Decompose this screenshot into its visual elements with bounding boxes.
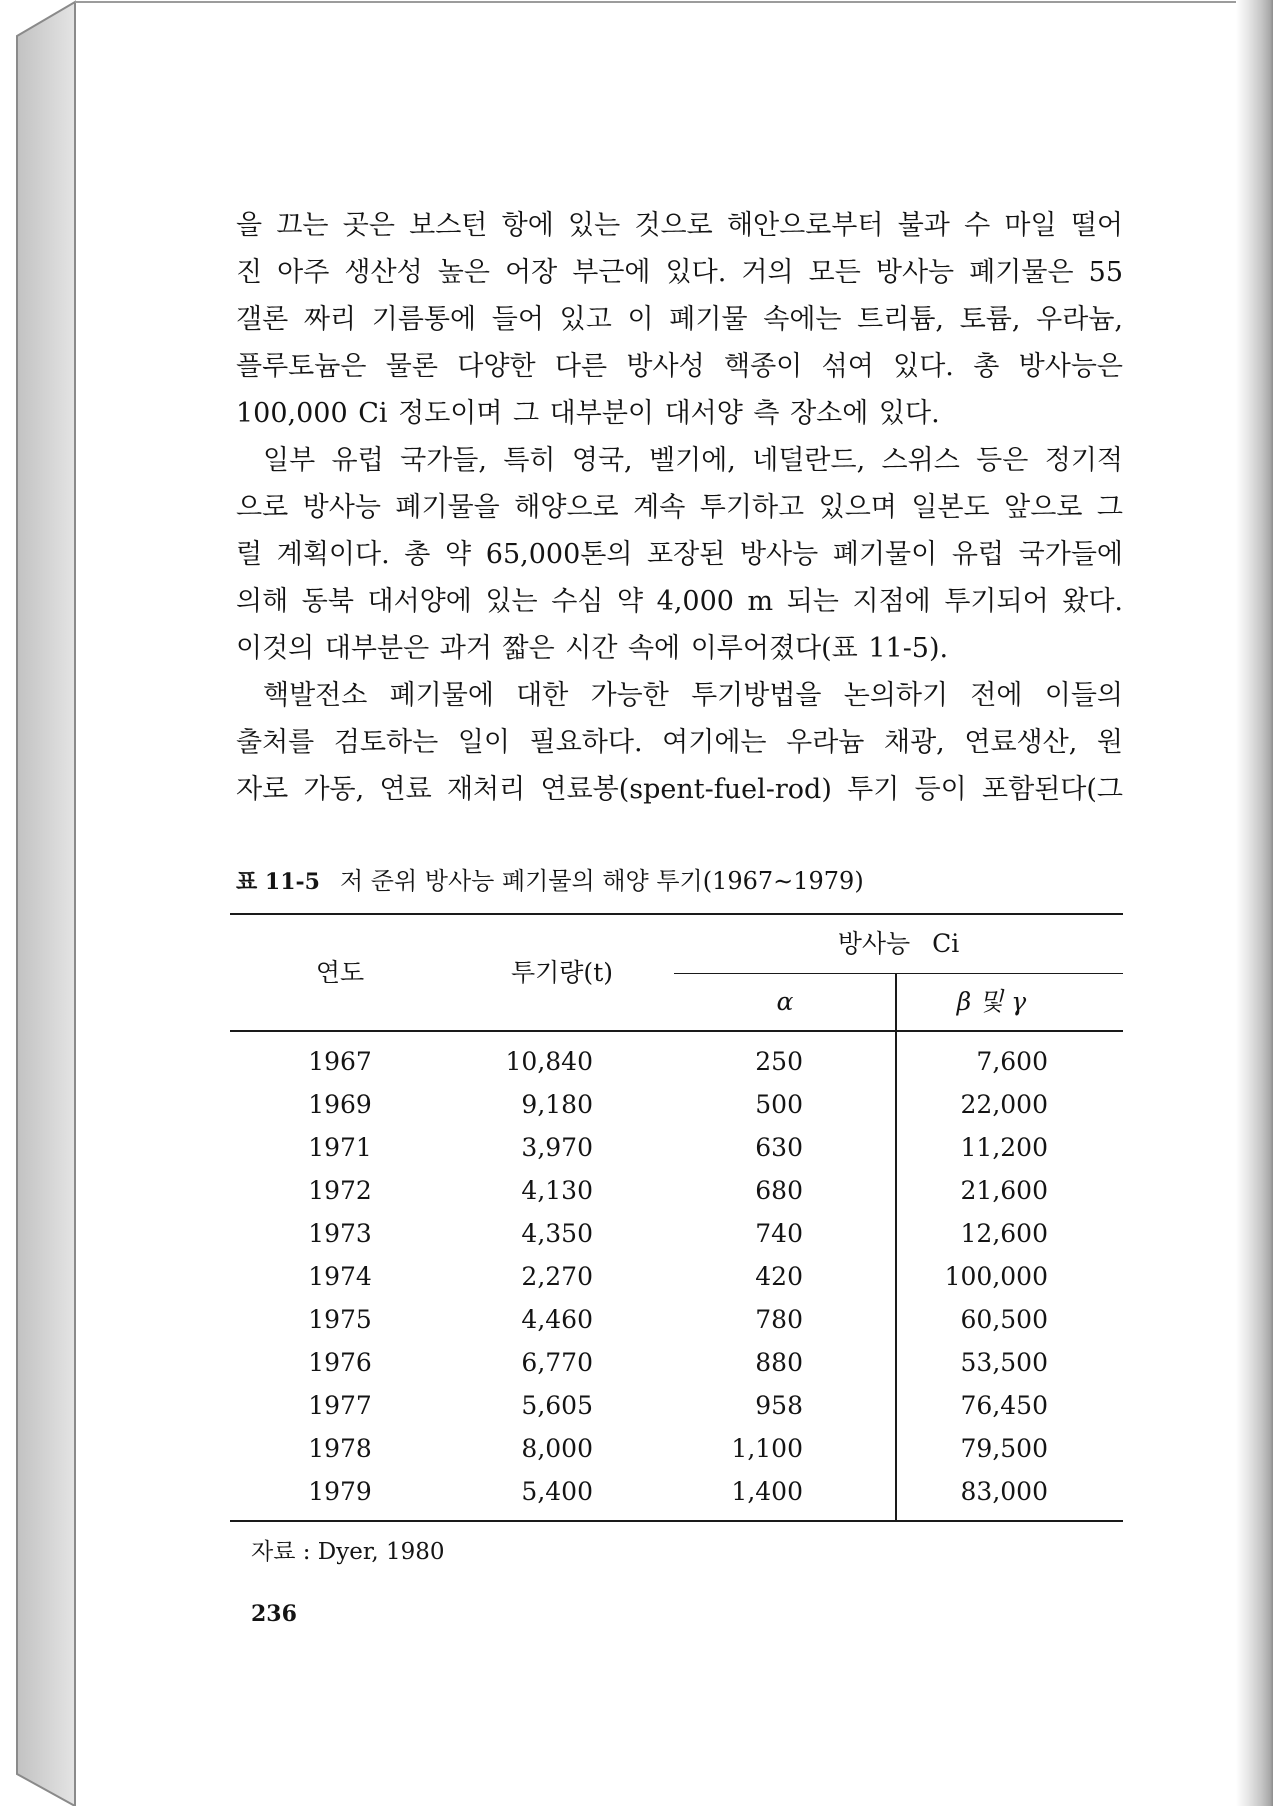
body-line: 을 끄는 곳은 보스턴 항에 있는 것으로 해안으로부터 불과 수 마일 떨어 bbox=[236, 210, 1123, 241]
table-row bbox=[230, 1169, 1123, 1212]
table-row bbox=[230, 1341, 1123, 1384]
table-caption-title: 저 준위 방사능 폐기물의 해양 투기(1967∼1979) bbox=[339, 867, 864, 895]
year-cell: 1974 bbox=[308, 1262, 372, 1291]
amount-cell: 5,605 bbox=[521, 1391, 593, 1420]
year-cell: 1976 bbox=[308, 1348, 372, 1377]
table-row bbox=[230, 1384, 1123, 1427]
alpha-cell: 958 bbox=[755, 1391, 803, 1420]
alpha-cell: 880 bbox=[755, 1348, 803, 1377]
table-bottom-rule bbox=[230, 1520, 1123, 1522]
table-row bbox=[230, 1126, 1123, 1169]
body-line: 자로 가동, 연료 재처리 연료봉(spent-fuel-rod) 투기 등이 포함된다(그 bbox=[236, 774, 1123, 805]
header-amount: 투기량(t) bbox=[510, 958, 613, 987]
page-right-shadow bbox=[1236, 0, 1273, 1806]
year-cell: 1973 bbox=[308, 1219, 372, 1248]
body-line: 핵발전소 폐기물에 대한 가능한 투기방법을 논의하기 전에 이들의 bbox=[263, 680, 1123, 711]
year-cell: 1975 bbox=[308, 1305, 372, 1334]
body-line: 의해 동북 대서양에 있는 수심 약 4,000 m 되는 지점에 투기되어 왔다. bbox=[236, 586, 1123, 617]
page-number: 236 bbox=[251, 1601, 297, 1627]
alpha-cell: 500 bbox=[755, 1090, 803, 1119]
table-row bbox=[230, 1427, 1123, 1470]
alpha-cell: 420 bbox=[755, 1262, 803, 1291]
table-row bbox=[230, 1255, 1123, 1298]
header-year: 연도 bbox=[315, 958, 365, 987]
amount-cell: 3,970 bbox=[521, 1133, 593, 1162]
amount-cell: 6,770 bbox=[521, 1348, 593, 1377]
beta-gamma-cell: 83,000 bbox=[960, 1477, 1048, 1506]
beta-gamma-cell: 76,450 bbox=[960, 1391, 1048, 1420]
beta-gamma-cell: 21,600 bbox=[960, 1176, 1048, 1205]
alpha-cell: 1,400 bbox=[731, 1477, 803, 1506]
table-row bbox=[230, 1470, 1123, 1513]
year-cell: 1979 bbox=[308, 1477, 372, 1506]
body-line: 플루토늄은 물론 다양한 다른 방사성 핵종이 섞여 있다. 총 방사능은 bbox=[236, 351, 1123, 382]
year-cell: 1972 bbox=[308, 1176, 372, 1205]
header-alpha: α bbox=[776, 987, 794, 1016]
amount-cell: 4,130 bbox=[521, 1176, 593, 1205]
alpha-cell: 630 bbox=[755, 1133, 803, 1162]
beta-gamma-cell: 22,000 bbox=[960, 1090, 1048, 1119]
beta-gamma-cell: 60,500 bbox=[960, 1305, 1048, 1334]
beta-gamma-cell: 100,000 bbox=[944, 1262, 1048, 1291]
page-top-edge bbox=[75, 1, 1240, 3]
body-line: 100,000 Ci 정도이며 그 대부분이 대서양 측 장소에 있다. bbox=[236, 398, 940, 429]
table-header-rule bbox=[230, 1030, 1123, 1032]
table-row bbox=[230, 1212, 1123, 1255]
alpha-cell: 1,100 bbox=[731, 1434, 803, 1463]
year-cell: 1969 bbox=[308, 1090, 372, 1119]
alpha-cell: 780 bbox=[755, 1305, 803, 1334]
table-row bbox=[230, 1298, 1123, 1341]
beta-gamma-cell: 7,600 bbox=[976, 1047, 1048, 1076]
header-beta-gamma: β 및 γ bbox=[956, 987, 1027, 1016]
alpha-cell: 740 bbox=[755, 1219, 803, 1248]
amount-cell: 8,000 bbox=[521, 1434, 593, 1463]
table-row bbox=[230, 1040, 1123, 1083]
amount-cell: 5,400 bbox=[521, 1477, 593, 1506]
amount-cell: 2,270 bbox=[521, 1262, 593, 1291]
header-radioactivity: 방사능 Ci bbox=[837, 929, 960, 958]
body-line: 출처를 검토하는 일이 필요하다. 여기에는 우라늄 채광, 연료생산, 원 bbox=[236, 727, 1123, 758]
body-line: 갤론 짜리 기름통에 들어 있고 이 폐기물 속에는 트리튬, 토륨, 우라늄, bbox=[236, 304, 1123, 335]
amount-cell: 9,180 bbox=[521, 1090, 593, 1119]
table-body bbox=[230, 1040, 1123, 1513]
table-row bbox=[230, 1083, 1123, 1126]
year-cell: 1967 bbox=[308, 1047, 372, 1076]
alpha-cell: 680 bbox=[755, 1176, 803, 1205]
year-cell: 1978 bbox=[308, 1434, 372, 1463]
table-caption bbox=[236, 862, 864, 900]
beta-gamma-cell: 11,200 bbox=[960, 1133, 1048, 1162]
amount-cell: 4,460 bbox=[521, 1305, 593, 1334]
body-line: 진 아주 생산성 높은 어장 부근에 있다. 거의 모든 방사능 폐기물은 55 bbox=[236, 257, 1123, 288]
data-table bbox=[230, 913, 1123, 1525]
table-caption-label: 표 11-5 bbox=[236, 869, 320, 895]
amount-cell: 4,350 bbox=[521, 1219, 593, 1248]
year-cell: 1977 bbox=[308, 1391, 372, 1420]
beta-gamma-cell: 79,500 bbox=[960, 1434, 1048, 1463]
body-line: 이것의 대부분은 과거 짧은 시간 속에 이루어졌다(표 11-5). bbox=[236, 633, 949, 664]
book-spine bbox=[0, 0, 80, 1806]
body-line: 으로 방사능 폐기물을 해양으로 계속 투기하고 있으며 일본도 앞으로 그 bbox=[236, 492, 1123, 523]
body-line: 일부 유럽 국가들, 특히 영국, 벨기에, 네덜란드, 스위스 등은 정기적 bbox=[263, 445, 1123, 476]
amount-cell: 10,840 bbox=[505, 1047, 593, 1076]
body-line: 럴 계획이다. 총 약 65,000톤의 포장된 방사능 폐기물이 유럽 국가들에 bbox=[236, 539, 1123, 570]
table-source: 자료 : Dyer, 1980 bbox=[251, 1539, 445, 1565]
year-cell: 1971 bbox=[308, 1133, 372, 1162]
body-text bbox=[236, 202, 1123, 813]
alpha-cell: 250 bbox=[755, 1047, 803, 1076]
beta-gamma-cell: 53,500 bbox=[960, 1348, 1048, 1377]
beta-gamma-cell: 12,600 bbox=[960, 1219, 1048, 1248]
